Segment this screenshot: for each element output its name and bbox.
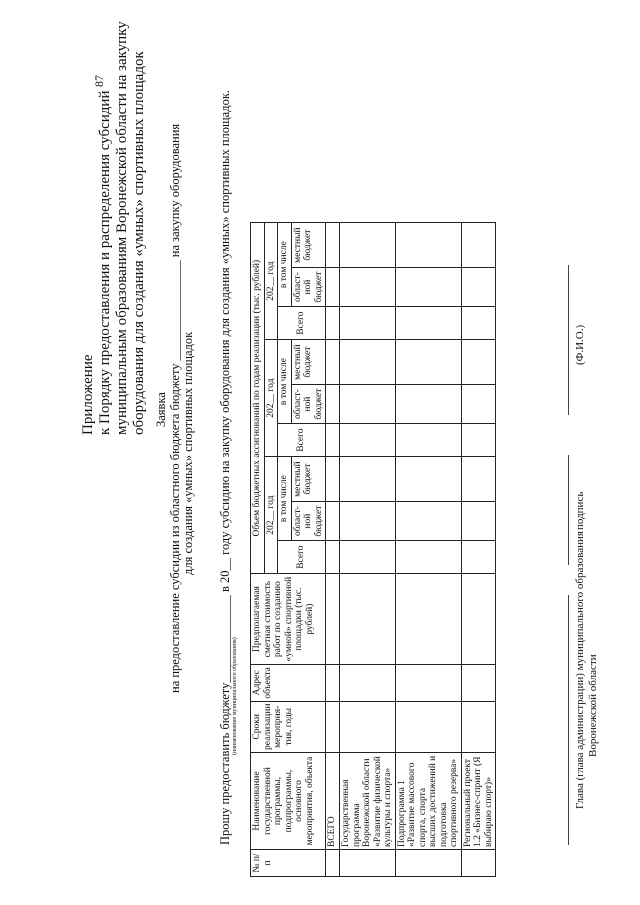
header-regional-1: област-ной бюджет [291, 502, 326, 541]
signature-line-head [568, 595, 569, 845]
header-regional-2: област-ной бюджет [291, 385, 326, 424]
appendix-header [80, 21, 148, 435]
header-cost: Предполагаемая сметная стоимость работ по созданию «умной» спортивной площадки (тыс. рублей) [251, 574, 326, 665]
appendix-line-4: оборудования для создания «умных» спортивных площадок [131, 51, 147, 435]
signature-sign: подпись [574, 491, 586, 530]
header-incl-2: в том числе [278, 340, 292, 424]
request-note: (наименование муниципального образования) [232, 637, 238, 755]
form-title-line-1: на предоставление субсидии из областного бюджета бюджету ________________ на закупку оборудования [168, 123, 182, 693]
header-total-1: Всего [278, 541, 326, 574]
header-name: Наименование государственной программы, подпрограммы, основного мероприятия, объекта [251, 753, 326, 850]
budget-table [250, 222, 496, 877]
table-row [395, 223, 461, 877]
form-title-line-2: для создания «умных» спортивных площадок [181, 331, 195, 575]
appendix-line-3: муниципальным образованиям Воронежской области на закупку [114, 21, 130, 435]
header-incl-1: в том числе [278, 457, 292, 541]
signature-fio: (Ф.И.О.) [574, 324, 586, 365]
form-title: Заявка [154, 392, 168, 427]
header-local-2: местный бюджет [291, 340, 326, 385]
signature-head: Глава (глава администрации) муниципального образования [574, 531, 586, 809]
header-year-2: 202__ год [264, 340, 278, 457]
signature-line-fio [568, 265, 569, 415]
row-name: Подпрограмма 1 «Развитие массового спорта, спорта высших достижений и подготовка спортивного резерва» [395, 753, 461, 850]
appendix-line-2: к Порядку предоставления и распределения субсидий [97, 90, 113, 435]
signature-region: Воронежской области [587, 654, 599, 757]
header-incl-3: в том числе [278, 223, 292, 307]
header-year-1: 202__ год [264, 457, 278, 574]
header-total-2: Всего [278, 424, 326, 457]
header-volume: Объем бюджетных ассигнований по годам реализации (тыс. рублей) [251, 223, 265, 574]
request-line: Прошу предоставить бюджету______________ в 20__ году субсидию на закупку оборудования для создания «умных» спортивных площадок. [218, 89, 232, 845]
header-address: Адрес объекта [251, 665, 326, 701]
table-row [340, 223, 396, 877]
header-local-1: местный бюджет [291, 457, 326, 502]
appendix-line-1: Приложение [80, 354, 96, 435]
header-number: № п/п [251, 850, 326, 877]
table-row [461, 223, 496, 877]
header-regional-3: област-ной бюджет [291, 268, 326, 307]
row-name: Государственная программа Воронежской области «Развитие физической культуры и спорта» [340, 753, 396, 850]
header-local-3: местный бюджет [291, 223, 326, 268]
row-name: Региональный проект 1.2 «Бизнес-спринт (Я выбираю спорт)» [461, 753, 496, 850]
header-year-3: 202__ год [264, 223, 278, 340]
header-total-3: Всего [278, 307, 326, 340]
page-number: 87 [92, 75, 106, 87]
header-terms: Сроки реализации мероприя-тия, годы [251, 701, 326, 752]
row-name: ВСЕГО [326, 753, 340, 850]
table-row [326, 223, 340, 877]
signature-line-sign [568, 455, 569, 565]
